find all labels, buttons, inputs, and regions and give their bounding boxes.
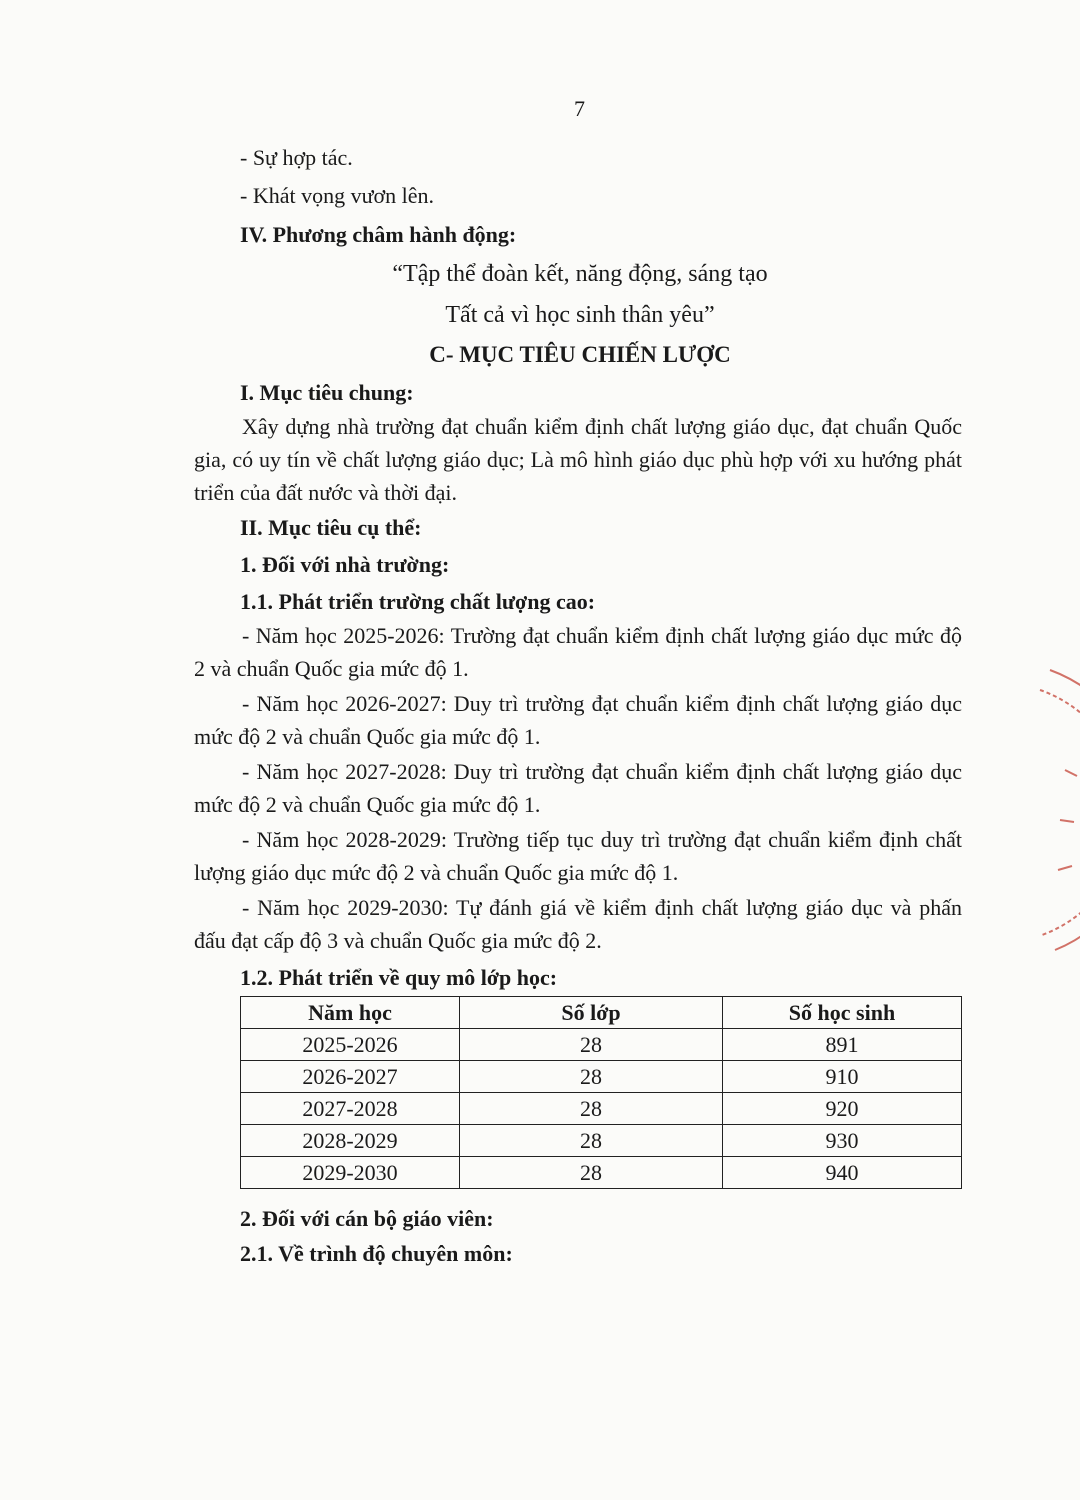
table-row xyxy=(241,1029,962,1061)
column-header: Năm học xyxy=(241,997,460,1029)
yearly-goal: - Năm học 2029-2030: Tự đánh giá về kiểm định chất lượng giáo dục và phấn đấu đạt cấp độ 3 và chuẩn Quốc gia mức độ 2. xyxy=(194,895,962,953)
table-cell: 930 xyxy=(723,1125,962,1157)
specific-goals-heading: II. Mục tiêu cụ thể: xyxy=(240,515,422,540)
table-cell: 910 xyxy=(723,1061,962,1093)
school-heading: 1. Đối với nhà trường: xyxy=(240,552,450,577)
table-cell: 2028-2029 xyxy=(241,1125,460,1157)
table-row xyxy=(241,1093,962,1125)
yearly-goal: - Năm học 2025-2026: Trường đạt chuẩn kiểm định chất lượng giáo dục mức độ 2 và chuẩn Quốc gia mức độ 1. xyxy=(194,623,962,681)
table-row xyxy=(241,1125,962,1157)
table-cell: 2026-2027 xyxy=(241,1061,460,1093)
yearly-goal: - Năm học 2027-2028: Duy trì trường đạt chuẩn kiểm định chất lượng giáo dục mức độ 2 và chuẩn Quốc gia mức độ 1. xyxy=(194,759,962,817)
seal-outer-ring xyxy=(1050,670,1080,950)
table-cell: 940 xyxy=(723,1157,962,1189)
section-iv-heading: IV. Phương châm hành động: xyxy=(240,222,517,247)
class-scale-table xyxy=(240,996,962,1189)
table-header-row xyxy=(241,997,962,1029)
column-header: Số học sinh xyxy=(723,997,962,1029)
table-row xyxy=(241,1061,962,1093)
general-goal-paragraph: Xây dựng nhà trường đạt chuẩn kiểm định chất lượng giáo dục, đạt chuẩn Quốc gia, có uy tín về chất lượng giáo dục; Là mô hình giáo dục phù hợp với xu hướng phát triển của đất nước và thời đại. xyxy=(194,414,962,505)
motto-line-1: “Tập thể đoàn kết, năng động, sáng tạo xyxy=(392,261,768,287)
part-c-heading: C- MỤC TIÊU CHIẾN LƯỢC xyxy=(429,342,731,367)
seal-inner-ring xyxy=(1040,690,1080,935)
yearly-goal: - Năm học 2026-2027: Duy trì trường đạt chuẩn kiểm định chất lượng giáo dục mức độ 2 và chuẩn Quốc gia mức độ 1. xyxy=(194,691,962,749)
page-number: 7 xyxy=(574,96,585,121)
general-goal-heading: I. Mục tiêu chung: xyxy=(240,380,414,405)
list-item: - Sự hợp tác. xyxy=(240,145,353,170)
table-cell: 28 xyxy=(460,1061,723,1093)
seal-marks xyxy=(1058,770,1077,870)
table-cell: 920 xyxy=(723,1093,962,1125)
table-cell: 28 xyxy=(460,1029,723,1061)
staff-heading: 2. Đối với cán bộ giáo viên: xyxy=(240,1206,494,1231)
table-cell: 28 xyxy=(460,1125,723,1157)
expertise-heading: 2.1. Về trình độ chuyên môn: xyxy=(240,1241,513,1266)
column-header: Số lớp xyxy=(460,997,723,1029)
scale-heading: 1.2. Phát triển về quy mô lớp học: xyxy=(240,965,558,990)
partial-seal-stamp xyxy=(1010,650,1080,970)
table-cell: 2029-2030 xyxy=(241,1157,460,1189)
list-item: - Khát vọng vươn lên. xyxy=(240,183,435,208)
quality-heading: 1.1. Phát triển trường chất lượng cao: xyxy=(240,589,596,614)
motto-line-2: Tất cả vì học sinh thân yêu” xyxy=(445,302,715,328)
table-cell: 891 xyxy=(723,1029,962,1061)
yearly-goal: - Năm học 2028-2029: Trường tiếp tục duy trì trường đạt chuẩn kiểm định chất lượng giáo dục mức độ 2 và chuẩn Quốc gia mức độ 1. xyxy=(194,827,962,885)
table-cell: 2025-2026 xyxy=(241,1029,460,1061)
table-cell: 28 xyxy=(460,1093,723,1125)
table-cell: 28 xyxy=(460,1157,723,1189)
table-row xyxy=(241,1157,962,1189)
table-cell: 2027-2028 xyxy=(241,1093,460,1125)
